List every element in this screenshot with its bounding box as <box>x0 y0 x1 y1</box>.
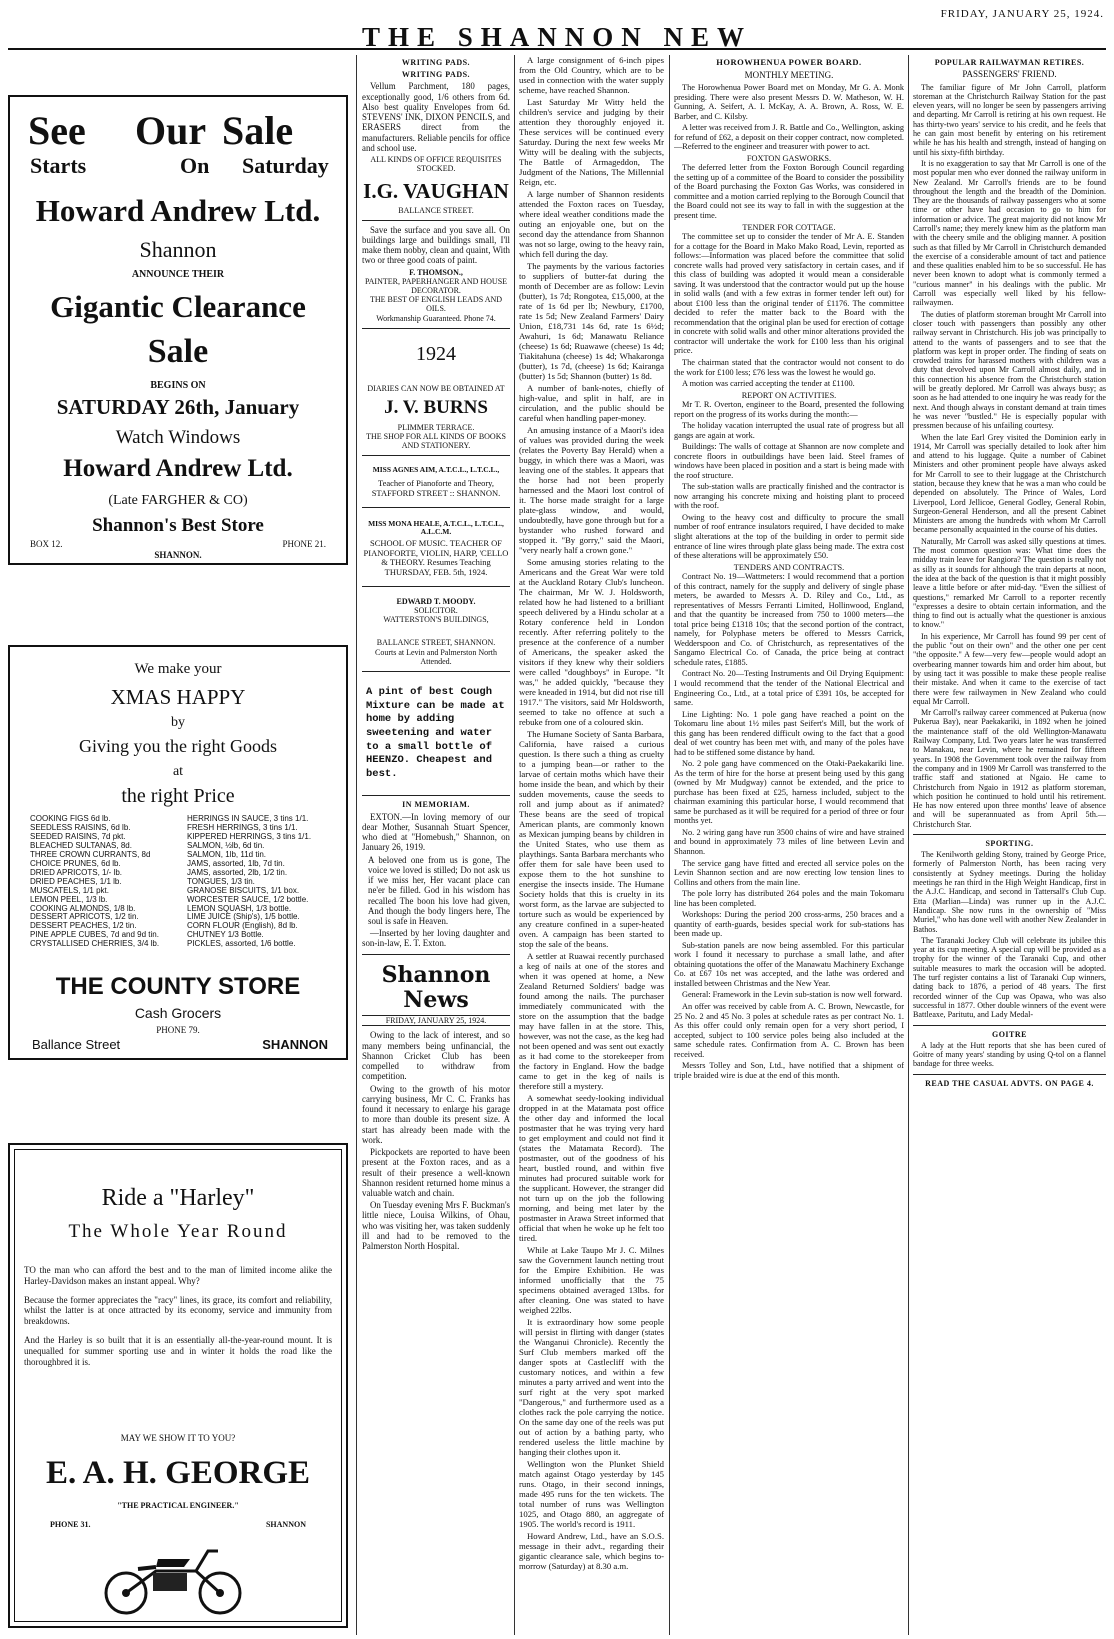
county-list-right <box>187 815 336 949</box>
aim-details: Teacher of Pianoforte and Theory, STAFFORD STREET :: SHANNON. <box>371 478 501 498</box>
divider <box>913 1025 1106 1026</box>
grocery-item: WORCESTER SAUCE, 1/2 bottle. <box>187 894 309 904</box>
grocery-item: DESSERT PEACHES, 1/2 tin. <box>30 921 137 931</box>
report-para: Messrs Tolley and Son, Ltd., have notified that a shipment of triple braided wire is due at the end of this month. <box>674 1061 904 1080</box>
office-requisites: ALL KINDS OF OFFICE REQUISITES STOCKED. <box>370 155 502 174</box>
railwayman-para: It is no exaggeration to say that Mr Carroll is one of the most popular men who ever donned the railway uniform in New Zealand. Mr Carroll's friends are to be found throughout the length and the breadth of the Dominion. They are the thousands of railway passengers who at some time or other have had occasion to go to him for information or advice. The great majority did not know Mr Carroll's name; they merely knew him as the platform man with the cheery smile and the obliging manner. A position such as that filled by Mr Carroll in Christchurch demanded the exercise of a considerable amount of tact and patience and these qualities enabled him to be so successful. He has never been known to adopt what is commonly termed a "curious manner" in his dealings with the public. Mr Carroll was especially well liked by his fellow-railwaymen. <box>913 158 1106 308</box>
column-rule <box>669 55 670 1635</box>
newspaper-title: THE SHANNON NEW <box>361 22 753 52</box>
harley-para-1: TO the man who can afford the best and to the man of limited income alike the Harley-Davidson makes an instant appeal. Why? <box>24 1265 332 1286</box>
county-grocery-list <box>30 815 336 949</box>
report-para: An offer was received by cable from A. C. Brown, Newcastle, for 25 No. 2 and 45 No. 3 poles at schedule rates as per contract No. 1. As this offer could only remain open for a very short period, I accepted, subject to 100 service poles being also included at the same schedule rates. Confirmation from A. C. Brown has been received. <box>674 1001 904 1059</box>
divider <box>362 586 510 587</box>
memoriam-inserted: —Inserted by her loving daughter and son-in-law, E. T. Exton. <box>362 928 510 949</box>
report-para: A motion was carried accepting the tender at £1100. <box>682 379 855 389</box>
report-subhead: FOXTON GASWORKS. <box>746 153 832 163</box>
report-para: Sub-station panels are now being assembled. For this particular work I found it necessary to purchase a small lathe, and after obtaining quotations the offer of the Manawatu Machinery Exchange Co. at £67 10s net was accepted, and the lathe was ordered and installed between Christmas and the New Year. <box>674 940 904 988</box>
ad-starts: Starts <box>30 153 87 178</box>
grocery-item: PINE APPLE CUBES, 7d and 9d tin. <box>30 930 159 940</box>
sporting-para: The Kenilworth gelding Stony, trained by George Price, formerly of Palmerston North, has been racing very consistently at Sydney meetings. During the holiday meetings he ran third in the High Weight Handicap, first in the A.J.C. Handicap, and second in Tattersall's Club Cup. Etta (Marlian—Linda) was runner up in the A.J.C. Handicap. She now runs in the ownership of "Miss Muriel," who has done well with another New Zealander in Bathos. <box>913 850 1106 934</box>
report-para: Mr T. R. Overton, engineer to the Board, presented the following report on the progress of its works during the month:— <box>674 400 904 419</box>
divider <box>362 954 510 955</box>
news-para: Some amusing stories relating to the Americans and the Great War were told at the Auckland Rotary Club's luncheon. The chairman, Mr W. J. Holdsworth, related how he had listened to a brilliant speech delivered by a Hindu scholar at a Rotary conference held in London recently. After referring politely to the presence at the conference of a number of Americans, the speaker asked the visitors if they knew why their soldiers were called "doughboys" in Europe. "It was," he added quickly, "because they were kneaded in 1914, but did not rise till 1917." The visitors, said Mr Holdsworth, seemed to take no offence at such a rebuke from one of a coloured skin. <box>519 557 664 727</box>
casual-advts-note: READ THE CASUAL ADVTS. ON PAGE 4. <box>925 1078 1094 1088</box>
heale-details: SCHOOL OF MUSIC. TEACHER OF PIANOFORTE, VIOLIN, HARP, 'CELLO & THEORY. Resumes Teaching THURSDAY, FEB. 5th, 1924. <box>363 537 509 578</box>
grocery-item: MUSCATELS, 1/1 pkt. <box>30 885 109 895</box>
news-para: Last Saturday Mr Witty held the children's service and judging by their attention they thoroughly enjoyed it. These services will be continued every Saturday. During the next few weeks Mr Witty will be dealing with the subjects, The Battle of Armageddon, The Judgment of the Nations, The Millennial Reign, etc. <box>519 97 664 187</box>
writing-pads-heading-2: WRITING PADS. <box>401 70 471 80</box>
county-store-ad <box>8 645 348 1060</box>
heenzo-ad: A pint of best Cough Mixture can be made at home by adding sweetening and water to a small bottle of HEENZO. Cheapest and best. <box>366 685 505 780</box>
news-para: A large consignment of 6-inch pipes from the Old Country, which are to be used in connection with the water supply scheme, have reached Shannon. <box>519 55 664 95</box>
grocery-item: TONGUES, 1/3 tin. <box>187 876 255 886</box>
railwayman-heading: POPULAR RAILWAYMAN RETIRES. <box>934 58 1085 67</box>
divider <box>362 507 510 508</box>
grocery-item: COOKING ALMONDS, 1/8 lb. <box>30 903 136 913</box>
county-xmas: XMAS HAPPY <box>110 685 246 709</box>
harley-ride: Ride a "Harley" <box>101 1185 255 1211</box>
news-para: Howard Andrew, Ltd., have an S.O.S. message in their advt., regarding their gigantic clearance sale, which begins to-morrow (Saturday) at 8.30 a.m. <box>519 1531 664 1571</box>
howard-andrew-ad <box>8 95 348 565</box>
railwayman-para: Mr Carroll's railway career commenced at Pukerua (now Pukerua Bay), near Paekakariki, in 1892 when he joined the maintenance staff of the old Wellington-Manawatu Railway Company, Ltd. Two years later he was transferred to Manakau, near Levin, where he remained for fifteen years. In 1908 the Government took over the railway from the company and in 1909 Mr Carroll was transferred to the traffic staff and stationed at Ngaio. He came to Christchurch from Ngaio in 1912 as platform storeman, which position he continued to hold until his retirement. He has now entered upon three months' leave of absence and will be superannuated as from April 5th.—Christchurch Star. <box>913 708 1106 829</box>
report-para: The Horowhenua Power Board met on Monday, Mr G. A. Monk presiding. There were also present Messrs D. W. Matheson, W. H. Gunning, A. Seifert, A. I. McKay, A. A. Brown, A. Ross, W. E. Barber, and C. Kilsby. <box>674 83 904 121</box>
news-para: A large number of Shannon residents attended the Foxton races on Tuesday, where ideal weather conditions made the outing an enjoyable one, but on the second day the attendance from Shannon was not so large, owing to the heavy rain, which fell during the day. <box>519 189 664 259</box>
harley-ad <box>8 1143 348 1628</box>
report-para: The committee set up to consider the tender of Mr A. E. Standen for a cottage for the Board in Mako Mako Road, Levin, reported as follows:—Information was placed before the committee that solid concrete walls had proved very satisfactory in certain cases, and if this class of building was adopted it would mean a considerable saving. It was understood that the contractor would put up the house in solid walls (and with a few extras in former tender left out) for about £100 less than the original tender of £1176. The committee decided to refer the matter back to the Board with the recommendation that the original plan be used for erection of cottage in concrete with solid walls and other minor alterations provided the contractor will undertake the work for £100 less than his original price. <box>674 232 904 356</box>
ad-saturday: Saturday <box>242 153 329 178</box>
county-by: by <box>171 715 185 730</box>
report-para: General: Framework in the Levin sub-station is now well forward. <box>682 990 903 1000</box>
report-para: The holiday vacation interrupted the usual rate of progress but all gangs are again at work. <box>674 421 904 440</box>
grocery-item: GRANOSE BISCUITS, 1/1 box. <box>187 885 300 895</box>
news-para: It is extraordinary how some people will persist in flirting with danger (states the Wanganui Chronicle). Recently the Surf Club members marked off the danger spots at Castlecliff with the customary notices, and within a few minutes a party arrived and went into the surf right at the very spot marked "Dangerous," and furthermore used as a clothes rack the pole carrying the notice. On the same day one of the reels was put out of action by a bathing party, who rendered useless the little machine by hanging their clothes upon it. <box>519 1317 664 1457</box>
power-board-heading: HOROWHENUA POWER BOARD. <box>716 57 862 67</box>
report-para: The pole lorry has distributed 264 poles and the main Tokomaru line has been completed. <box>674 889 904 908</box>
moody-name: EDWARD T. MOODY. <box>396 596 476 606</box>
grocery-item: DRIED APRICOTS, 1/- lb. <box>30 867 123 877</box>
report-para: No. 2 pole gang have commenced on the Otaki-Paekakariki line. As the term of hire for the horse at present being used by this gang (owned by Mr Mudgway) cannot be extended, and the price to purchase has been fixed at £25, harness included, subject to the chairman examining this particular horse, I would recommend that same be purchased as it will be required for a period of three or four months yet. <box>674 759 904 826</box>
news-para: Wellington won the Plunket Shield match against Otago yesterday by 145 runs. Otago, in their second innings, made 495 runs for the ten wickets. The total number of runs was Wellington 1025, and Otago 880, an aggregate of 1905. The world's record is 1911. <box>519 1459 664 1529</box>
grocery-item: BLEACHED SULTANAS, 8d. <box>30 840 132 850</box>
news-para: An amusing instance of a Maori's idea of values was provided during the week (relates the Poverty Bay Herald) when a buggy, in which there was a Maori, was leaving one of the stables. It appears that the horse had not been properly harnessed and the Maori lost control of it. The horse made straight for a large plate-glass window, and would, undoubtedly, have gone through but for a bystander who rushed forward and stopped it. "By gorry," said the Maori, "very nearly half a crown gone." <box>519 425 664 555</box>
report-para: The sub-station walls are practically finished and the contractor is now arranging his concrete mixing and hoisting plant to proceed with the roof. <box>674 482 904 511</box>
ad-best-store: Shannon's Best Store <box>92 515 264 536</box>
goitre-text: A lady at the Hutt reports that she has been cured of Goitre of many years' standing by using Q-tol on a flannel bandage for three weeks. <box>913 1040 1106 1069</box>
ad-watch: Watch Windows <box>115 427 241 448</box>
report-para: Owing to the heavy cost and difficulty to procure the small number of roof entrance insulators required, I have decided to make slight alterations at the top of the building in order to permit side entrance of line wires through plate glass being made. The extra cost of these alterations will be approximately £50. <box>674 512 904 561</box>
harley-phone: PHONE 31. <box>50 1520 91 1529</box>
editorial-para: Owing to the growth of his motor carrying business, Mr C. C. Franks has found it necessary to enlarge his garage to more than double its present size. A start has already been made with the work. <box>362 1083 510 1145</box>
burns-street: PLIMMER TERRACE. <box>397 422 475 432</box>
harley-engineer: "THE PRACTICAL ENGINEER." <box>117 1501 239 1510</box>
memoriam-heading: IN MEMORIAM. <box>402 800 470 810</box>
county-store-name: THE COUNTY STORE <box>55 973 301 1000</box>
railwayman-para: The duties of platform storeman brought Mr Carroll into closer touch with passengers than possibly any other railway servant in Christchurch. His job was principally to attend to the wants of passengers and to see that the platform was kept in proper order. The finding of seats on crowded trains for harassed mothers with children was a duty that devolved upon Mr Carroll almost daily, and in this connection his absence from the Christchurch station will be greatly deplored. Mr Carroll was always busy; as soon as he had attended to one inquiry he was ready for the next. And though always in constant demand at train times he was never "bustled." He is especially popular with pressmen because of his unfailing courtesy. <box>913 309 1106 431</box>
grocery-item: DESSERT APRICOTS, 1/2 tin. <box>30 912 139 922</box>
grocery-item: SALMON, ½lb, 6d tin. <box>187 840 265 850</box>
nameplate-date: FRIDAY, JANUARY 25, 1924. <box>362 1015 510 1026</box>
harley-whole-year: The Whole Year Round <box>68 1221 288 1242</box>
column-rule <box>908 55 909 1635</box>
memoriam-verse: A beloved one from us is gone, The voice we loved is stilled; Do not ask us if we miss her, Her vacant place can ne'er be filled. God in his wisdom has recalled The boon his love had given, And though the body lingers here, The soul is safe in Heaven. <box>368 854 510 926</box>
vaughan-name: I.G. VAUGHAN <box>363 179 509 204</box>
goitre-heading: GOITRE <box>991 1029 1027 1039</box>
editorial-para: Pickpockets are reported to have been present at the Foxton races, and as a result of their presence a well-known Shannon resident returned home minus a valuable watch and chain. <box>362 1147 510 1198</box>
column-2 <box>362 55 510 1639</box>
ad-on: On <box>180 153 210 178</box>
grocery-item: LEMON PEEL, 1/3 lb. <box>30 894 108 904</box>
burns-name: J. V. BURNS <box>384 396 488 418</box>
sporting-para: The Taranaki Jockey Club will celebrate its jubilee this year at its cup meeting. A special cup will be provided as a trophy for the winner of the Taranaki Cup, and other suitable measures to mark the occasion will be adopted. The turf register contains a list of Taranaki Cup winners, dating back to 1876, a period of 48 years. The first recorded winner of the Cup was Opawa, who was also successful in 1877. Other double winners of the event were Battleaxe, Paritutu, and Lady Medal- <box>913 935 1106 1020</box>
moody-solicitor: SOLICITOR. <box>414 606 458 616</box>
grocery-item: CHOICE PRUNES, 6d lb. <box>30 858 121 868</box>
ad-phone: PHONE 21. <box>282 539 326 549</box>
harley-show: MAY WE SHOW IT TO YOU? <box>120 1433 236 1443</box>
writing-pads-text: Vellum Parchment, 180 pages, exceptionally good, 1/6 others from 6d. Also best quality Envelopes from 6d. STEVENS' INK, DIXON PENCILS, and ERASERS direct from the manufacturers. Reliable pencils for office and school use. <box>362 81 510 153</box>
ad-sale-top: Sale <box>222 108 294 153</box>
divider <box>913 834 1106 835</box>
sporting-heading: SPORTING. <box>985 838 1034 848</box>
report-para: A letter was received from J. R. Battle and Co., Wellington, asking for refund of £62, a deposit on their copper contract, now completed.—Referred to the engineer and treasurer with power to act. <box>674 123 904 152</box>
moody-courts: Courts at Levin and Palmerston North Attended. <box>375 647 497 666</box>
report-para: The chairman stated that the contractor would not consent to do the work for £100 less; £76 less was the lowest he would go. <box>674 357 904 377</box>
ad-our: Our <box>135 108 207 153</box>
railwayman-para: When the late Earl Grey visited the Dominion early in 1914, Mr Carroll was specially detailed to look after him and attend to his luggage. Quite a number of Cabinet Ministers and other prominent people have always asked for Mr Carroll to see to their luggage at the Christchurch station, because they knew that he was a man who could be depended on absolutely. The Prince of Wales, Lord Liverpool, Lord Jellicoe, General Godley, General Robin, Surgeon-General Henderson, and all the present Cabinet Ministers are among the hundreds with whom Mr Carroll became personally acquainted in the course of his duties. <box>913 432 1106 535</box>
thomson-trade: PAINTER, PAPERHANGER AND HOUSE DECORATOR. <box>364 276 508 296</box>
writing-pads-heading: WRITING PADS. <box>401 58 471 67</box>
burns-year: 1924 <box>416 342 456 365</box>
column-5 <box>913 55 1106 1639</box>
column-4 <box>674 55 904 1639</box>
harley-dealer-name: E. A. H. GEORGE <box>45 1455 311 1491</box>
report-para: No. 2 wiring gang have run 3500 chains of wire and have strained and bound in approximately 73 miles of line between Levin and Shannon. <box>674 827 904 857</box>
memoriam-notice: EXTON.—In loving memory of our dear Mother, Susannah Stuart Spencer, who died at "Homebush," Shannon, on January 26, 1919. <box>362 811 510 853</box>
ad-begins: BEGINS ON <box>150 380 206 391</box>
county-town: SHANNON <box>262 1037 328 1052</box>
divider <box>913 1074 1106 1075</box>
report-para: Buildings: The walls of cottage at Shannon are now complete and concrete floors in outbuildings have been laid. Steel frames of windows have been placed in position and a start is being made with the roof structure. <box>674 442 904 480</box>
grocery-item: THREE CROWN CURRANTS, 8d <box>30 849 151 859</box>
news-para: While at Lake Taupo Mr J. C. Milnes saw the Government launch netting trout for the Empire Exhibition. He was informed unofficially that the 75 specimens obtained averaged 13lbs. for after cleaning. One was stated to have weighed 22lbs. <box>519 1245 664 1315</box>
ad-late: (Late FARGHER & CO) <box>108 493 248 508</box>
county-we-make: We make your <box>134 661 222 677</box>
grocery-item: CORN FLOUR (English), 8d lb. <box>187 921 298 931</box>
grocery-item: DRIED PEACHES, 1/1 lb. <box>30 876 122 886</box>
moody-building: WATTERSTON'S BUILDINGS, <box>383 615 489 625</box>
report-para: The service gang have fitted and erected all service poles on the Levin Shannon section and are now erecting low tension lines to Collins and others from the main line. <box>674 858 904 887</box>
report-para: Workshops: During the period 200 cross-arms, 250 braces and a quantity of earth-guards, besides special work for sub-stations has been made up. <box>674 910 904 939</box>
burns-shop: THE SHOP FOR ALL KINDS OF BOOKS AND STATIONERY. <box>366 432 506 451</box>
county-phone: PHONE 79. <box>156 1025 200 1035</box>
shannon-news-nameplate: Shannon News <box>381 961 491 1013</box>
aim-name: MISS AGNES AIM, A.T.C.L., L.T.C.L., <box>372 465 500 475</box>
news-para: A somewhat seedy-looking individual dropped in at the Matamata post office the other day and informed the local postmaster that he was trying very hard to get employment and could not find it (states the Matamata Record). The postmaster, out of the goodness of his heart, bustled round, and within five minutes had procured suitable work for the supplicant. However, the stranger did not turn up on the job the following morning, and being met later by the postmaster in Arawa Street informed that official that when he woke up he felt too tired. <box>519 1093 664 1243</box>
grocery-item: COOKING FIGS 6d lb. <box>30 814 111 823</box>
report-para: Line Lighting: No. 1 pole gang have reached a point on the Tokomaru line about 1½ miles past Seifert's Mill, but the work of this gang has been rendered difficult owing to the fact that a good deal of wet country has been met with, and many of the poles have had to be stiffened some distance by hand. <box>674 709 904 757</box>
county-price: the right Price <box>121 785 235 807</box>
county-street: Ballance Street <box>32 1037 121 1052</box>
railwayman-subheading: PASSENGERS' FRIEND. <box>962 69 1057 80</box>
editorial-para: Owing to the lack of interest, and so many members being unfinancial, the Shannon Cricket Club has been compelled to withdraw from competition. <box>362 1030 510 1082</box>
railwayman-para: The familiar figure of Mr John Carroll, platform storeman at the Christchurch Railway Station for the past eleven years, will no longer be seen by passengers arriving and departing. Mr Carroll is retiring at his own request. He has thirty-two years' service to his credit, and he feels that he can gain most benefit by entering on his retirement while he has his health and strength, instead of hanging on until his sixty-fifth birthday. <box>913 82 1106 157</box>
ad-box: BOX 12. <box>30 539 63 549</box>
county-giving: Giving you the right Goods <box>79 736 277 756</box>
thomson-leads: THE BEST OF ENGLISH LEADS AND OILS. <box>369 295 503 314</box>
column-3 <box>519 55 664 1639</box>
grocery-item: JAMS, assorted, 2lb, 1/2 tin. <box>187 867 288 877</box>
grocery-item: CHUTNEY 1/3 Bottle. <box>187 930 264 940</box>
thomson-name: F. THOMSON., <box>409 267 463 277</box>
ad-town: Shannon <box>139 237 217 262</box>
grocery-item: SALMON, 1lb, 11d tin. <box>187 849 266 859</box>
grocery-item: PICKLES, assorted, 1/6 bottle. <box>187 939 296 949</box>
thomson-verse: Save the surface and you save all. On buildings large and buildings small, I'll make them nobby, clean and quaint, With two or three good coats of paint. <box>362 224 510 266</box>
report-subhead: TENDER FOR COTTAGE. <box>742 222 836 232</box>
vaughan-street: BALLANCE STREET. <box>398 205 474 215</box>
news-para: The Humane Society of Santa Barbara, California, have raised a curious question. Is there such a thing as cruelty to a jumping bean—or rather to the larvae of certain moths which have their home inside the bean, and which by their sudden movements, cause the seeds to roll and jump about as if animated? These beans are the seed of tropical American plants, are commonly known as Mexican jumping beans by children in the United States, who use them as playthings. Santa Barbara merchants who offer them for sale have been used to expose them to the hot sunshine to energise the insects inside. The Humane Society holds that this is cruelty in its worst form, as the larvae are subjected to torture such as would be experienced by any creature confined in a super-heated oven. A campaign has been started to stop the sale of the beans. <box>519 729 664 949</box>
report-subhead: TENDERS AND CONTRACTS. <box>733 562 845 572</box>
news-para: The payments by the various factories to suppliers of butter-fat during the month of December are as follow: Levin (butter), 1s 7d; Rongotea, £15,000, at the rate of 1s 6d per lb; Newbury, £1700, rate 1s 5d; New Zealand Farmers' Dairy Union, £18,731 14s 6d, rate 1s 6½d; Awahuri, 1s 6d; Manawatu Reliance (cheese) 1s 6d; Ruawawe (cheese) 1s 4d; Tiakitahuna (cheese) 1s 4d; Whakaronga (butter), 1s 7d, (cheese) 1s 6d; Kairanga (butter) 1s 5d; Shannon (butter) 1s 8d. <box>519 261 664 381</box>
thomson-workmanship: Workmanship Guaranteed. Phone 74. <box>376 313 496 323</box>
news-para: A settler at Ruawai recently purchased a keg of nails at one of the stores and when it was opened at home, a New Zealand Returned Soldiers' badge was found among the nails. The purchaser immediately communicated with the store on the assumption that the badge may have fallen in at the store. This, however, was not the case, as the keg had not been opened and was sent out exactly as it had come to the storekeeper from the factory in England. How the badge came to get in the keg of nails is therefore still a mystery. <box>519 951 664 1091</box>
grocery-item: JAMS, assorted, 1lb, 7d tin. <box>187 858 285 868</box>
harley-town: SHANNON <box>265 1520 306 1529</box>
county-at: at <box>172 764 184 779</box>
railwayman-para: In his experience, Mr Carroll has found 99 per cent of the public "out on their own" and the other one per cent "the opposite." A few—very few—people would adopt an overbearing manner towards him and order him about, but by using tact it was possible to make these people realise their mistake. And when it came to the exercise of tact there were few railwaymen in New Zealand who could equal Mr Carroll. <box>913 631 1106 706</box>
ad-shannon: SHANNON. <box>154 550 202 560</box>
heale-name: MISS MONA HEALE, A.T.C.L., L.T.C.L., A.L.C.M. <box>368 518 504 537</box>
county-grocers: Cash Grocers <box>134 1005 222 1021</box>
county-list-left <box>30 815 179 949</box>
report-para: The deferred letter from the Foxton Borough Council regarding the setting up of a committee of the Board to consider the possibility of the Board purchasing the Foxton Gas Works, was considered in committee and a motion carried replying to the Borough Council that the Board could not see its way to fall in with the suggestion at the present time. <box>674 163 904 221</box>
grocery-item: KIPPERED HERRINGS, 3 tins 1/1. <box>187 831 312 841</box>
report-subhead: REPORT ON ACTIVITIES. <box>741 390 837 400</box>
report-para: Contract No. 20—Testing Instruments and Oil Drying Equipment: I would recommend that the tender of the National Electrical and Engineering Co., Ltd., at a total price of £391 10s, be accepted for same. <box>674 669 904 708</box>
grocery-item: CRYSTALLISED CHERRIES, 3/4 lb. <box>30 939 160 949</box>
masthead <box>0 0 1114 52</box>
divider <box>362 328 510 329</box>
harley-para-3: And the Harley is so built that it is an essentially all-the-year-round mount. It is unequalled for summer sporting use and in winter it holds the road like the thoroughbred it is. <box>24 1334 332 1367</box>
grocery-item: LIME JUICE (Ship's), 1/5 bottle. <box>187 912 300 922</box>
ad-firm-name-2: Howard Andrew Ltd. <box>63 455 293 482</box>
divider <box>362 455 510 456</box>
grocery-item: HERRINGS IN SAUCE, 3 tins 1/1. <box>187 814 309 823</box>
burns-diaries: DIARIES CAN NOW BE OBTAINED AT <box>367 383 505 393</box>
motorcycle-icon <box>98 1537 248 1617</box>
report-para: Contract No. 19—Wattmeters: I would recommend that a portion of this contract, namely for the supply and delivery of single phase meters, be awarded to Messrs A. D. Riley and Co., Ltd., as representatives of Messrs Ferranti Limited, Hollinwood, England, and that the quantity be increased from 750 to 1000 meters—the total price being £1318 10s; that the second portion of the contract, namely, for Polyphase meters be offered to Messrs Carrick, Wedderspoon and Co. of Christchurch, as representatives of the Sangamo Electrical Co. of Canada, the price being at contract schedule rates, £1885. <box>674 572 904 667</box>
issue-date: FRIDAY, JANUARY 25, 1924. <box>940 8 1104 20</box>
column-rule <box>514 55 515 1635</box>
column-rule <box>356 55 357 1635</box>
power-board-subheading: MONTHLY MEETING. <box>744 69 834 80</box>
divider <box>362 795 510 796</box>
moody-street: BALLANCE STREET, SHANNON. <box>376 638 496 648</box>
editorial-para: On Tuesday evening Mrs F. Buckman's little niece, Louisa Wilkins, of Ohau, who was visiting her, was taken suddenly ill and had to be removed to the Palmerston North Hospital. <box>362 1200 510 1252</box>
ad-firm-name: Howard Andrew Ltd. <box>35 193 321 228</box>
railwayman-para: Naturally, Mr Carroll was asked silly questions at times. The most common question was: What time does the midday train leave for Rangiora? The question is really not as silly as it sounds for although the train departs at noon, the idea at the back of the question is that it might possibly leave a little before or after mid-day. "Even the silliest of questions," remarked Mr Carroll to a reporter recently "expresses a desire to obtain certain information, and the thing to find out is actually what the questioner is anxious to know." <box>913 536 1106 630</box>
masthead-rule <box>8 48 1106 50</box>
harley-para-2: Because the former appreciates the "racy" lines, its grace, its comfort and reliability, whilst the latter is at once attracted by its economy, service and immunity from breakdowns. <box>24 1294 332 1327</box>
grocery-item: SEEDED RAISINS, 7d pkt. <box>30 831 126 841</box>
grocery-item: SEEDLESS RAISINS, 6d lb. <box>30 822 131 832</box>
grocery-item: FRESH HERRINGS, 3 tins 1/1. <box>187 822 298 832</box>
ad-announce: ANNOUNCE THEIR <box>131 269 225 280</box>
divider <box>362 671 510 672</box>
ad-see: See <box>28 108 86 153</box>
harley-copy <box>24 1265 332 1375</box>
ad-gigantic: Gigantic Clearance <box>50 289 306 324</box>
divider <box>362 220 510 221</box>
ad-sale: Sale <box>147 333 209 370</box>
news-para: A number of bank-notes, chiefly of high-value, and split in half, are in circulation, and the public should be careful when handling paper-money. <box>519 383 664 423</box>
grocery-item: LEMON SQUASH, 1/3 bottle. <box>187 903 292 913</box>
ad-sale-date: SATURDAY 26th, January <box>56 395 300 419</box>
